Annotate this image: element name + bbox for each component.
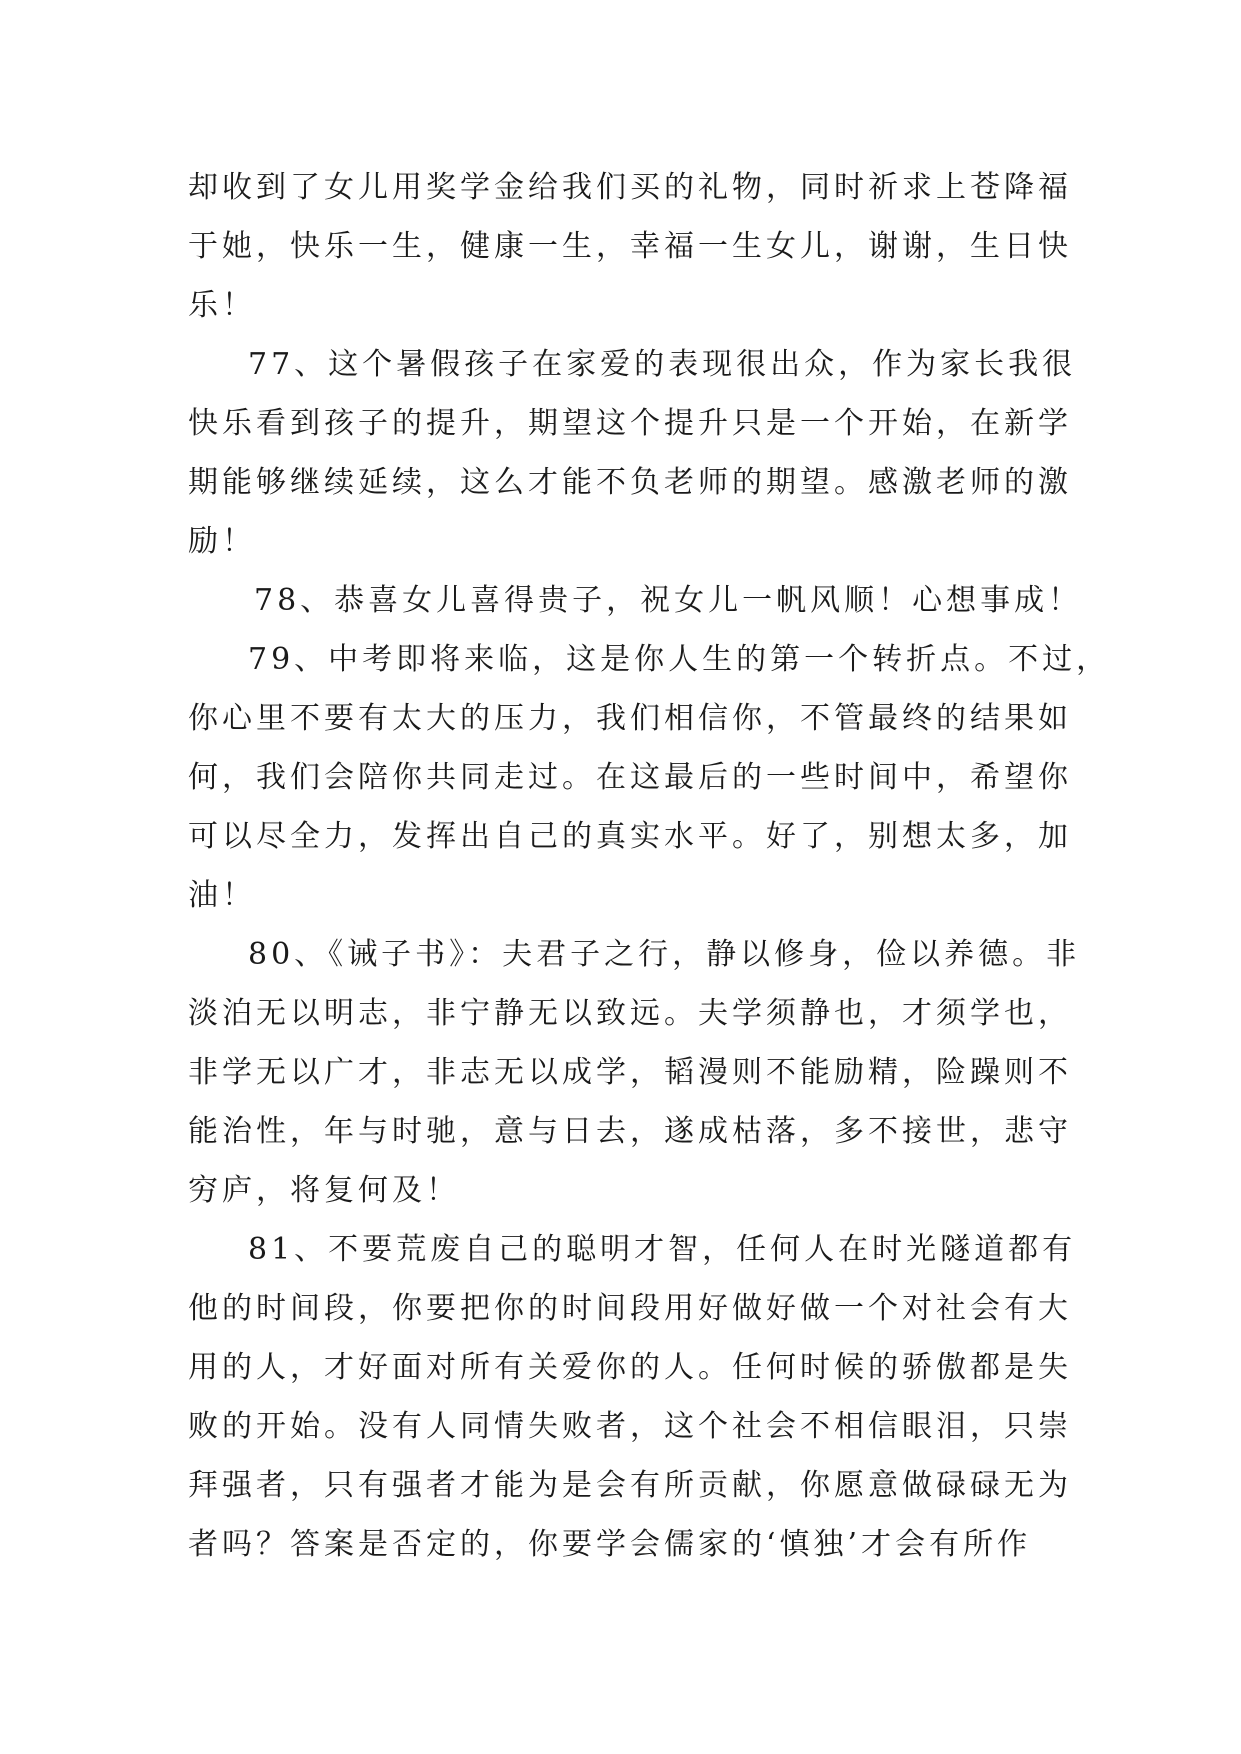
text-line: 81、不要荒废自己的聪明才智，任何人在时光隧道都有 — [248, 1232, 1077, 1267]
text-line: 何，我们会陪你共同走过。在这最后的一些时间中，希望你 — [188, 760, 1072, 795]
text-line: 励！ — [188, 524, 256, 559]
text-line: 你心里不要有太大的压力，我们相信你，不管最终的结果如 — [188, 701, 1072, 736]
text-line: 非学无以广才，非志无以成学，韬漫则不能励精，险躁则不 — [188, 1055, 1072, 1090]
text-line: 者吗？答案是否定的，你要学会儒家的‘慎独’才会有所作 — [188, 1527, 1032, 1562]
text-line: 80、《诫子书》：夫君子之行，静以修身，俭以养德。非 — [248, 937, 1081, 972]
text-line: 可以尽全力，发挥出自己的真实水平。好了，别想太多，加 — [188, 819, 1072, 854]
text-line: 却收到了女儿用奖学金给我们买的礼物，同时祈求上苍降福 — [188, 170, 1072, 205]
text-line: 78、恭喜女儿喜得贵子，祝女儿一帆风顺！心想事成！ — [254, 583, 1083, 618]
text-line: 乐！ — [188, 288, 256, 323]
text-line: 于她，快乐一生，健康一生，幸福一生女儿，谢谢，生日快 — [188, 229, 1072, 264]
text-line: 79、中考即将来临，这是你人生的第一个转折点。不过， — [248, 642, 1111, 677]
text-line: 能治性，年与时驰，意与日去，遂成枯落，多不接世，悲守 — [188, 1114, 1072, 1149]
text-line: 油！ — [188, 878, 256, 913]
text-line: 拜强者，只有强者才能为是会有所贡献，你愿意做碌碌无为 — [188, 1468, 1072, 1503]
text-line: 快乐看到孩子的提升，期望这个提升只是一个开始，在新学 — [188, 406, 1072, 441]
document-body — [188, 158, 1111, 1574]
text-line: 他的时间段，你要把你的时间段用好做好做一个对社会有大 — [188, 1291, 1072, 1326]
text-line: 淡泊无以明志，非宁静无以致远。夫学须静也，才须学也， — [188, 996, 1072, 1031]
text-line: 败的开始。没有人同情失败者，这个社会不相信眼泪，只崇 — [188, 1409, 1072, 1444]
text-line: 用的人，才好面对所有关爱你的人。任何时候的骄傲都是失 — [188, 1350, 1072, 1385]
text-line: 77、这个暑假孩子在家爱的表现很出众，作为家长我很 — [248, 347, 1077, 382]
text-line: 穷庐，将复何及！ — [188, 1173, 460, 1208]
text-line: 期能够继续延续，这么才能不负老师的期望。感激老师的激 — [188, 465, 1072, 500]
